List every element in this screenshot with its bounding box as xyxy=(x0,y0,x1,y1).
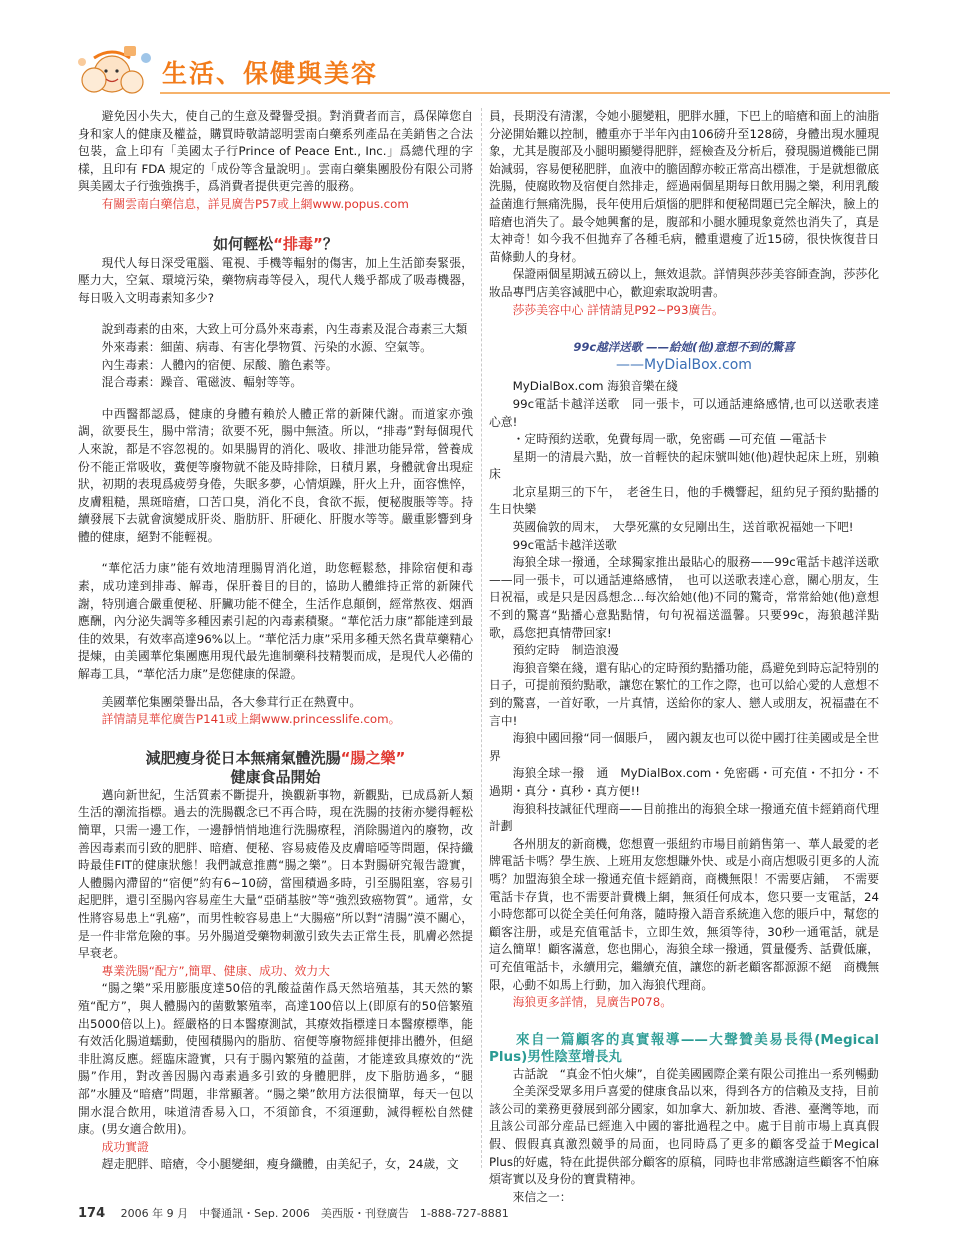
section-title: 生活、保健與美容 xyxy=(162,59,379,88)
page-header xyxy=(72,40,892,100)
dialbox-line-8: 海狼全球一撥通，全球獨家推出最貼心的服務——99c電話卡越洋送歌——同一張卡，可以通話連絡感情， 也可以送歌表達心意，關心朋友，生日祝福，或是只是因爲想念…每次給她(他)不同的驚奇，常常給她(他)意想不到的驚喜“點播心意點點情，句句祝福送溫馨。只要99c，海狼越洋點歌，爲您把真情帶回家! xyxy=(489,555,879,640)
dialbox-line-3: ・定時預約送歌，免費每周一歌，免密碼 —可充值 —電話卡 xyxy=(512,432,827,447)
heading-slimming-line2: 健康食品開始 xyxy=(230,767,321,786)
sasa-guarantee: 保證兩個星期減五磅以上，無效退款。詳情與莎莎美容師查詢，莎莎化妝品專門店美容減肥中心，歡迎索取說明書。 xyxy=(489,267,879,299)
page-footer xyxy=(78,1205,509,1221)
dialbox-line-5: 北京星期三的下午， 老爸生日，他的手機響起，紐約兒子預約點播的生日快樂 xyxy=(489,484,879,517)
detox-intro: 現代人每日深受電腦、電視、手機等輻射的傷害，加上生活節奏緊張，壓力大，空氣、環境污染，藥物病毒等侵入，現代人幾乎都成了吸毒機器，每日吸入文明毒素知多少? xyxy=(78,255,473,305)
toxin-types: 說到毒素的由來，大致上可分爲外來毒素，內生毒素及混合毒素三大類 xyxy=(101,322,468,337)
family-cartoon-logo-icon xyxy=(72,40,162,100)
slimming-intro: 邁向新世紀，生活質素不斷提升，換觀新事物，新觀點，已成爲新人類生活的潮流指標。過去的洗腸觀念已不再合時，現在洗腸的技術亦變得輕松簡單，只需一邊工作，一邊靜悄悄地進行洗腸療程，消除腸道內的廢物，改善因毒素而引致的肥胖、暗瘡、便秘、容易疲倦及皮膚暗啞等問題，保持纖時最佳FIT的健康狀態！我們誠意推薦“腸之樂”。日本對腸研究報告證實，人體腸內滯留的“宿便”約有6~10磅，當囤積過多時，引至腸阻塞，容易引起肥胖，還引至腸內容易産生大量“亞硝基胺”等“強烈致癌物質”。通常，女性將容易患上“乳癌”，而男性較容易患上“大腸癌”所以對“清腸”漠不關心，是一件非常危險的事。另外腸道受藥物刺激引致失去正常生長，肌膚必然提早衰老。 xyxy=(78,787,473,961)
megical-line-3: 來信之一： xyxy=(512,1189,572,1204)
heading-detox xyxy=(78,234,473,255)
dialbox-line-13: 海狼科技誠征代理商——目前推出的海狼全球一撥通充值卡經銷商代理計劃 xyxy=(489,801,879,834)
heading-slimming xyxy=(78,749,473,787)
dialbox-line-7: 99c電話卡越洋送歌 xyxy=(512,537,617,552)
huatuo-sale: 美國華佗集團榮譽出品，各大參茸行正在熱賣中。 xyxy=(101,694,362,709)
heading-detox-pre: 如何輕松 xyxy=(213,234,274,253)
success-case-cont: 員，長期没有清潔，令她小腿變粗，肥胖水腫，下巴上的暗瘡和面上的油脂分泌開始難以控制，體重亦于半年內由106磅升至128磅，身體出現水腫現象，尤其是腹部及小腿明顯變得肥胖，經檢查及分析后，發現腸道機能已開始減弱，容易便秘肥胖，血液中的膽固醇亦較正常高出標准，于是就想徹底洗腸，使腐敗物及宿便自然排走，經過兩個星期每日飲用腸之樂，利用乳酸益菌進行無痛洗腸，長年使用后煩惱的肥胖和便秘問題已完全解決，臉上的暗瘡也消失了。最令她興奮的是，腹部和小腿水腫現象竟然也消失了，真是太神奇！如今我不但拋弃了各種毛病，體重還瘦了近15磅，很快恢復昔日苗條動人的身材。 xyxy=(489,109,879,264)
dialbox-line-11: 海狼中國回撥“同一個賬戶， 國內親友也可以從中國打往美國或是全世界 xyxy=(489,731,879,763)
dialbox-ad-ref: 海狼更多詳情，見廣告P078。 xyxy=(512,995,672,1010)
formula-subheading: 專業洗腸“配方”,簡單、健康、成功、效力大 xyxy=(101,963,330,978)
right-column xyxy=(489,108,879,1204)
dialbox-title: 99c越洋送歌 ——給她(他)意想不到的驚喜 xyxy=(573,340,795,355)
heading-detox-post: ？ xyxy=(322,234,338,253)
huatuo-paragraph: “華佗活力康”能有效地清理腸胃消化道，助您輕鬆愁，排除宿便和毒素，成功達到排毒、解毒，保肝養目的目的，協助人體維持正常的新陳代謝，特別適合嚴重便秘、肝臟功能不健全，生活作息顛倒，經常熬夜、烟酒應酬，內分泌失調等多種因素引起的內毒素積聚。“華佗活力康”都能達到最佳的效果，有效率高達96%以上。“華佗活力康”采用多種天然名貴草藥精心提煉，由美國華佗集團應用現代最先進制藥科技精製而成，是現代人必備的解毒工具，“華佗活力康”是您健康的保證。 xyxy=(78,561,473,682)
dialbox-line-10: 海狼音樂在綫，還有貼心的定時預約點播功能，爲避免到時忘記特别的日子，可提前預約點歌，讓您在繁忙的工作之際，也可以給心愛的人意想不到的驚喜，一首好歌，一片真情，送給你的家人、戀人或朋友，祝福盡在不言中! xyxy=(489,660,879,728)
page-number: 174 xyxy=(78,1206,106,1221)
formula-paragraph: “腸之樂”采用膨脹度達50倍的乳酸益菌作爲天然培殖基，其天然的繁殖“配方”，與人體腸內的菌數繁殖率，高達100倍以上(即原有的50倍繁殖出5000倍以上)。經嚴格的日本醫療測試，其療效指標達日本醫療標準，能有效活化腸道蠕動，使囤積腸內的脂肪、宿便等廢物經排便排出體外，但絕非肚瀉反應。經臨床證實，只有于腸內繁殖的益菌，才能達致具療效的“洗腸”作用，對改善因腸內毒素過多引致的身體肥胖，皮下脂肪過多，“腿部”水腫及“暗瘡”問題，非常顯著。“腸之樂”飲用方法很簡單，每天一包以開水混合飲用，味道清香易入口，不須節食，不須運動，減得輕松自然健康。(男女適合飲用)。 xyxy=(78,981,473,1137)
heading-megical: 來自一篇顧客的真實報導——大聲贊美易長得(Megical Plus)男性陰莖增長丸 xyxy=(489,1031,879,1065)
yunnan-ad-ref: 有關雲南白藥信息，詳見廣告P57或上網www.popus.com xyxy=(101,196,409,211)
dialbox-site: ——MyDialBox.com xyxy=(616,356,752,373)
dialbox-line-14: 各州朋友的新商機，您想賣一張紐約市場目前銷售第一、華人最愛的老牌電話卡嗎？學生族、上班用友您想賺外快、或是小商店想吸引更多的人流嗎？加盟海狼全球一撥通充值卡經銷商，商機無限！不需要店鋪， 不需要電話卡存貨，也不需要計費機上網，無須任何成本，您只要一支電話，24小時您都可以從全美任何角落，隨時撥入語音系統進入您的賬戶中，幫您的顧客注册，或是充值電話卡，立即生效，無須等待，30秒一通電話，就是這么簡單！顧客滿意，您也開心，海狼全球一撥通，質量優秀、話費低廉，可充值電話卡，永續用完，繼續充值，讓您的新老顧客都源源不絕 商機無限，心動不如馬上行動，加入海狼代理商。 xyxy=(489,836,879,992)
detox-body: 中西醫都認爲，健康的身體有賴於人體正常的新陳代謝。而道家亦強調，欲要長生，腸中常清；欲要不死，腸中無渣。所以，“排毒”對每個現代人來說，都是不容忽視的。如果腸胃的消化、吸收、排泄功能异常，營養成份不能正常吸收，糞便等廢物就不能及時排除，日積月累，身體就會出現症狀，初期的表現爲疲勞身倦，失眠多夢，心情煩躁，肝火上升，面容憔悴，皮膚粗糙，黑斑暗瘡，口苦口臭，消化不良，食欲不振，便秘腹脹等等。持續發展下去就會演變成肝炎、脂肪肝、肝硬化、肝腹水等等。嚴重影響到身體的健康，絕對不能輕視。 xyxy=(78,406,473,544)
heading-detox-em: “排毒” xyxy=(273,234,323,253)
toxin-external: 外來毒素：細菌、病毒、有害化學物質、污染的水源、空氣等。 xyxy=(101,339,432,354)
huatuo-ad-ref: 詳情請見華佗廣告P141或上網www.princesslife.com。 xyxy=(101,712,401,727)
yunnan-paragraph: 避免因小失大，使自己的生意及聲譽受損。對消費者而言，爲保障您自身和家人的健康及權益，購買時敬請認明雲南白藥系列產品在美銷售之合法包裝，盒上印有「美國太子行Prince of Peace Ent., Inc.」爲總代理的字樣，且印有 FDA 規定的「成份等含量說明」。雲南白藥集團股份有限公司將與美國太子行強強携手，爲消費者提供更完善的服務。 xyxy=(78,109,473,194)
dialbox-line-1: MyDialBox.com 海狼音樂在綫 xyxy=(512,379,679,394)
dialbox-line-2: 99c電話卡越洋送歌 同一張卡，可以通話連絡感情,也可以送歌表達心意! xyxy=(489,396,879,429)
megical-line-2: 全美深受眾多用戶喜愛的健康食品以來，得到各方的信賴及支持，目前該公司的業務更發展到部分國家，如加拿大、新加坡、香港、臺灣等地，而且該公司部分産品已經進入中國的審批過程之中。處于目前市場上真真假假、假假真真激烈競爭的局面，也同時爲了更多的顧客受益于Megical Plus的好處，特在此提供部分顧客的原稿，同時也非常感謝這些顧客不怕麻煩寄實以及身份的寶貴精神。 xyxy=(489,1084,879,1187)
success-subheading: 成功實證 xyxy=(101,1139,149,1154)
dialbox-line-6: 英國倫敦的周末， 大學死黨的女兒剛出生，送首歌祝福她一下吧! xyxy=(512,520,854,535)
megical-line-1: 古話說 “真金不怕火煉”，自從美國國際企業有限公司推出一系列暢動 xyxy=(512,1066,879,1081)
heading-slimming-em: “腸之樂” xyxy=(340,748,406,767)
toxin-internal: 內生毒素：人體內的宿便、尿酸、膽色素等。 xyxy=(101,357,338,372)
success-case: 趕走肥胖、暗瘡，令小腿變細，瘦身纖體，由美紀子，女，24歲，文 xyxy=(101,1157,459,1172)
dialbox-line-12: 海狼全球一撥 通 MyDialBox.com・免密碼・可充值・不扣分・不過期・真分・真秒・真方便!! xyxy=(489,766,879,798)
header-rule xyxy=(160,92,890,94)
heading-slimming-pre: 減肥瘦身從日本無痛氣體洗腸 xyxy=(145,748,341,767)
left-column xyxy=(78,108,473,1172)
toxin-mixed: 混合毒素：躁音、電磁波、輻射等等。 xyxy=(101,375,303,390)
dialbox-line-9: 預約定時 制造浪漫 xyxy=(512,643,619,658)
sasa-ad-ref: 莎莎美容中心 詳情請見P92~P93廣告。 xyxy=(512,302,724,317)
column-divider xyxy=(481,108,482,1168)
footer-info: 2006 年 9 月 中餐通訊・Sep. 2006 美西版・刊登廣告 1-888-727-8881 xyxy=(120,1207,509,1220)
dialbox-line-4: 星期一的清晨六點，放一首輕快的起床號叫她(他)趕快起床上班，别賴床 xyxy=(489,449,879,482)
